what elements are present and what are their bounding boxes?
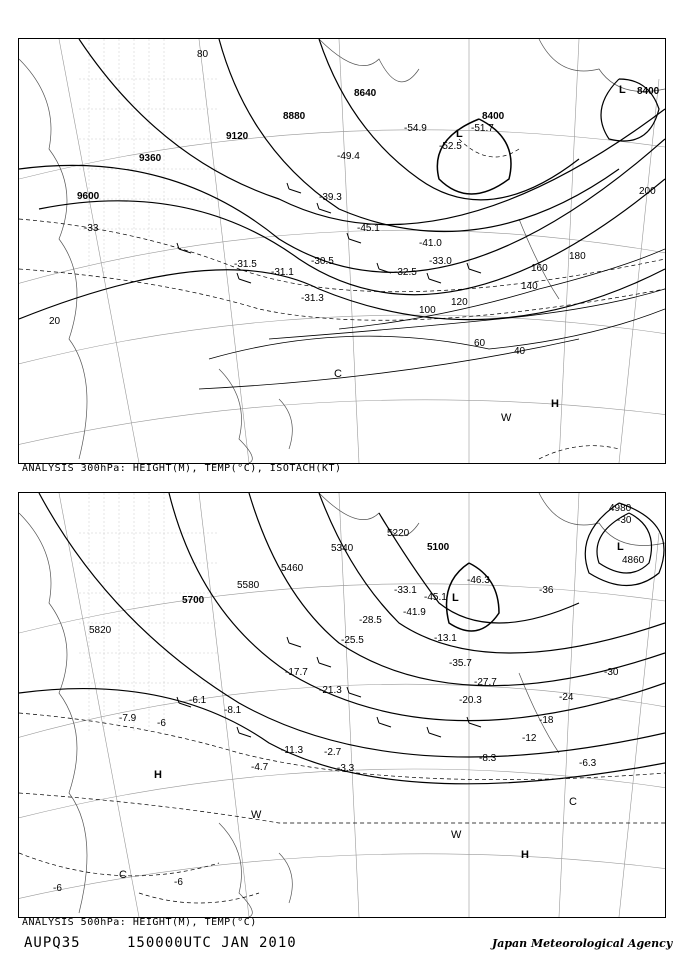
isotherm-label: -36: [539, 585, 554, 596]
system-high: H: [521, 849, 529, 861]
isotherms: [19, 713, 665, 903]
system-high: H: [154, 769, 162, 781]
height-label: 5820: [89, 625, 112, 636]
station-label: -6.1: [189, 695, 207, 706]
height-label: 8640: [354, 88, 377, 99]
temp-label: -32.5: [394, 267, 417, 278]
temp-label: -54.9: [404, 123, 427, 134]
system-warm: W: [451, 829, 462, 841]
system-low: L: [617, 541, 624, 553]
height-label: 9360: [139, 153, 162, 164]
system-cold: C: [119, 869, 127, 881]
isotach-label: 20: [49, 316, 61, 327]
station-label: -33.1: [394, 585, 417, 596]
isotach-label: 200: [639, 186, 656, 197]
map-panel-300hpa: [18, 38, 666, 464]
isotach-label: 180: [569, 251, 586, 262]
graticule: [19, 493, 665, 917]
station-label: -45.1: [424, 592, 447, 603]
height-label: 5100: [427, 542, 450, 553]
height-label: 8400: [482, 111, 505, 122]
system-warm: W: [501, 412, 512, 424]
isotach-label: 140: [521, 281, 538, 292]
system-cold: C: [334, 368, 342, 380]
system-high: H: [551, 398, 559, 410]
height-label: 9120: [226, 131, 249, 142]
isotherm-label: -30: [604, 667, 619, 678]
map-500hpa-svg: [19, 493, 665, 917]
system-warm: W: [251, 809, 262, 821]
isotherms: [19, 139, 665, 459]
temp-label: -45.1: [357, 223, 380, 234]
isotherm-label: -6: [174, 877, 183, 888]
station-label: -8.3: [479, 753, 497, 764]
station-label: -7.9: [119, 713, 137, 724]
height-label: 4980: [609, 503, 632, 514]
height-label: 5460: [281, 563, 304, 574]
isotach-label: 40: [514, 346, 526, 357]
station-label: -4.7: [251, 762, 269, 773]
system-low: L: [619, 84, 626, 96]
height-label: 5220: [387, 528, 410, 539]
height-contours: [19, 39, 665, 320]
temp-label: -39.3: [319, 192, 342, 203]
station-label: -41.9: [403, 607, 426, 618]
station-label: -8.1: [224, 705, 242, 716]
isotach-contours: [199, 249, 665, 389]
chart-valid-time: 150000UTC JAN 2010: [127, 935, 297, 951]
chart-code: AUPQ35: [24, 935, 81, 951]
temp-label: -52.5: [439, 141, 462, 152]
temp-label: -31.1: [271, 267, 294, 278]
station-label: -28.5: [359, 615, 382, 626]
height-label: 9600: [77, 191, 100, 202]
isotherm-label: -6: [53, 883, 62, 894]
isotherm-label: -6: [157, 718, 166, 729]
temp-labels: [84, 123, 494, 304]
temp-label: -31.3: [301, 293, 324, 304]
map-panel-500hpa: [18, 492, 666, 918]
station-label: -11.3: [281, 745, 304, 756]
station-label: -2.7: [324, 747, 342, 758]
system-low: L: [456, 128, 463, 140]
isotach-label: 100: [419, 305, 436, 316]
agency-name: Japan Meteorological Agency: [492, 937, 673, 950]
station-label: -25.5: [341, 635, 364, 646]
panel-caption-500hpa: ANALYSIS 500hPa: HEIGHT(M), TEMP(°C): [22, 917, 257, 928]
isotach-label: 120: [451, 297, 468, 308]
system-cold: C: [569, 796, 577, 808]
height-label: 5340: [331, 543, 354, 554]
isotach-label: 60: [474, 338, 486, 349]
panel-caption-300hpa: ANALYSIS 300hPa: HEIGHT(M), TEMP(°C), ISOTACH(KT): [22, 463, 342, 474]
temp-label: -41.0: [419, 238, 442, 249]
station-label: -20.3: [459, 695, 482, 706]
height-label: 8400: [637, 86, 660, 97]
temp-label: -31.5: [234, 259, 257, 270]
temp-label: -49.4: [337, 151, 360, 162]
station-label: -3.3: [337, 763, 355, 774]
isotherm-label: -30: [617, 515, 632, 526]
temp-label: -51.7: [471, 123, 494, 134]
station-label: -21.3: [319, 685, 342, 696]
station-label: -27.7: [474, 677, 497, 688]
isotherm-label: -12: [522, 733, 537, 744]
height-label: 5700: [182, 595, 205, 606]
station-label: -46.3: [467, 575, 490, 586]
station-label: -6.3: [579, 758, 597, 769]
station-label: -35.7: [449, 658, 472, 669]
height-label: 5580: [237, 580, 260, 591]
isotach-label: 160: [531, 263, 548, 274]
temp-label: -33: [84, 223, 99, 234]
isotherm-label: -18: [539, 715, 554, 726]
system-low: L: [452, 592, 459, 604]
isotherm-label: -24: [559, 692, 574, 703]
station-label: -13.1: [434, 633, 457, 644]
height-label: 8880: [283, 111, 306, 122]
height-label: 4860: [622, 555, 645, 566]
temp-label: -33.0: [429, 256, 452, 267]
temp-label: -30.5: [311, 256, 334, 267]
map-300hpa-svg: [19, 39, 665, 463]
station-label: -17.7: [285, 667, 308, 678]
isotach-label: 80: [197, 49, 209, 60]
